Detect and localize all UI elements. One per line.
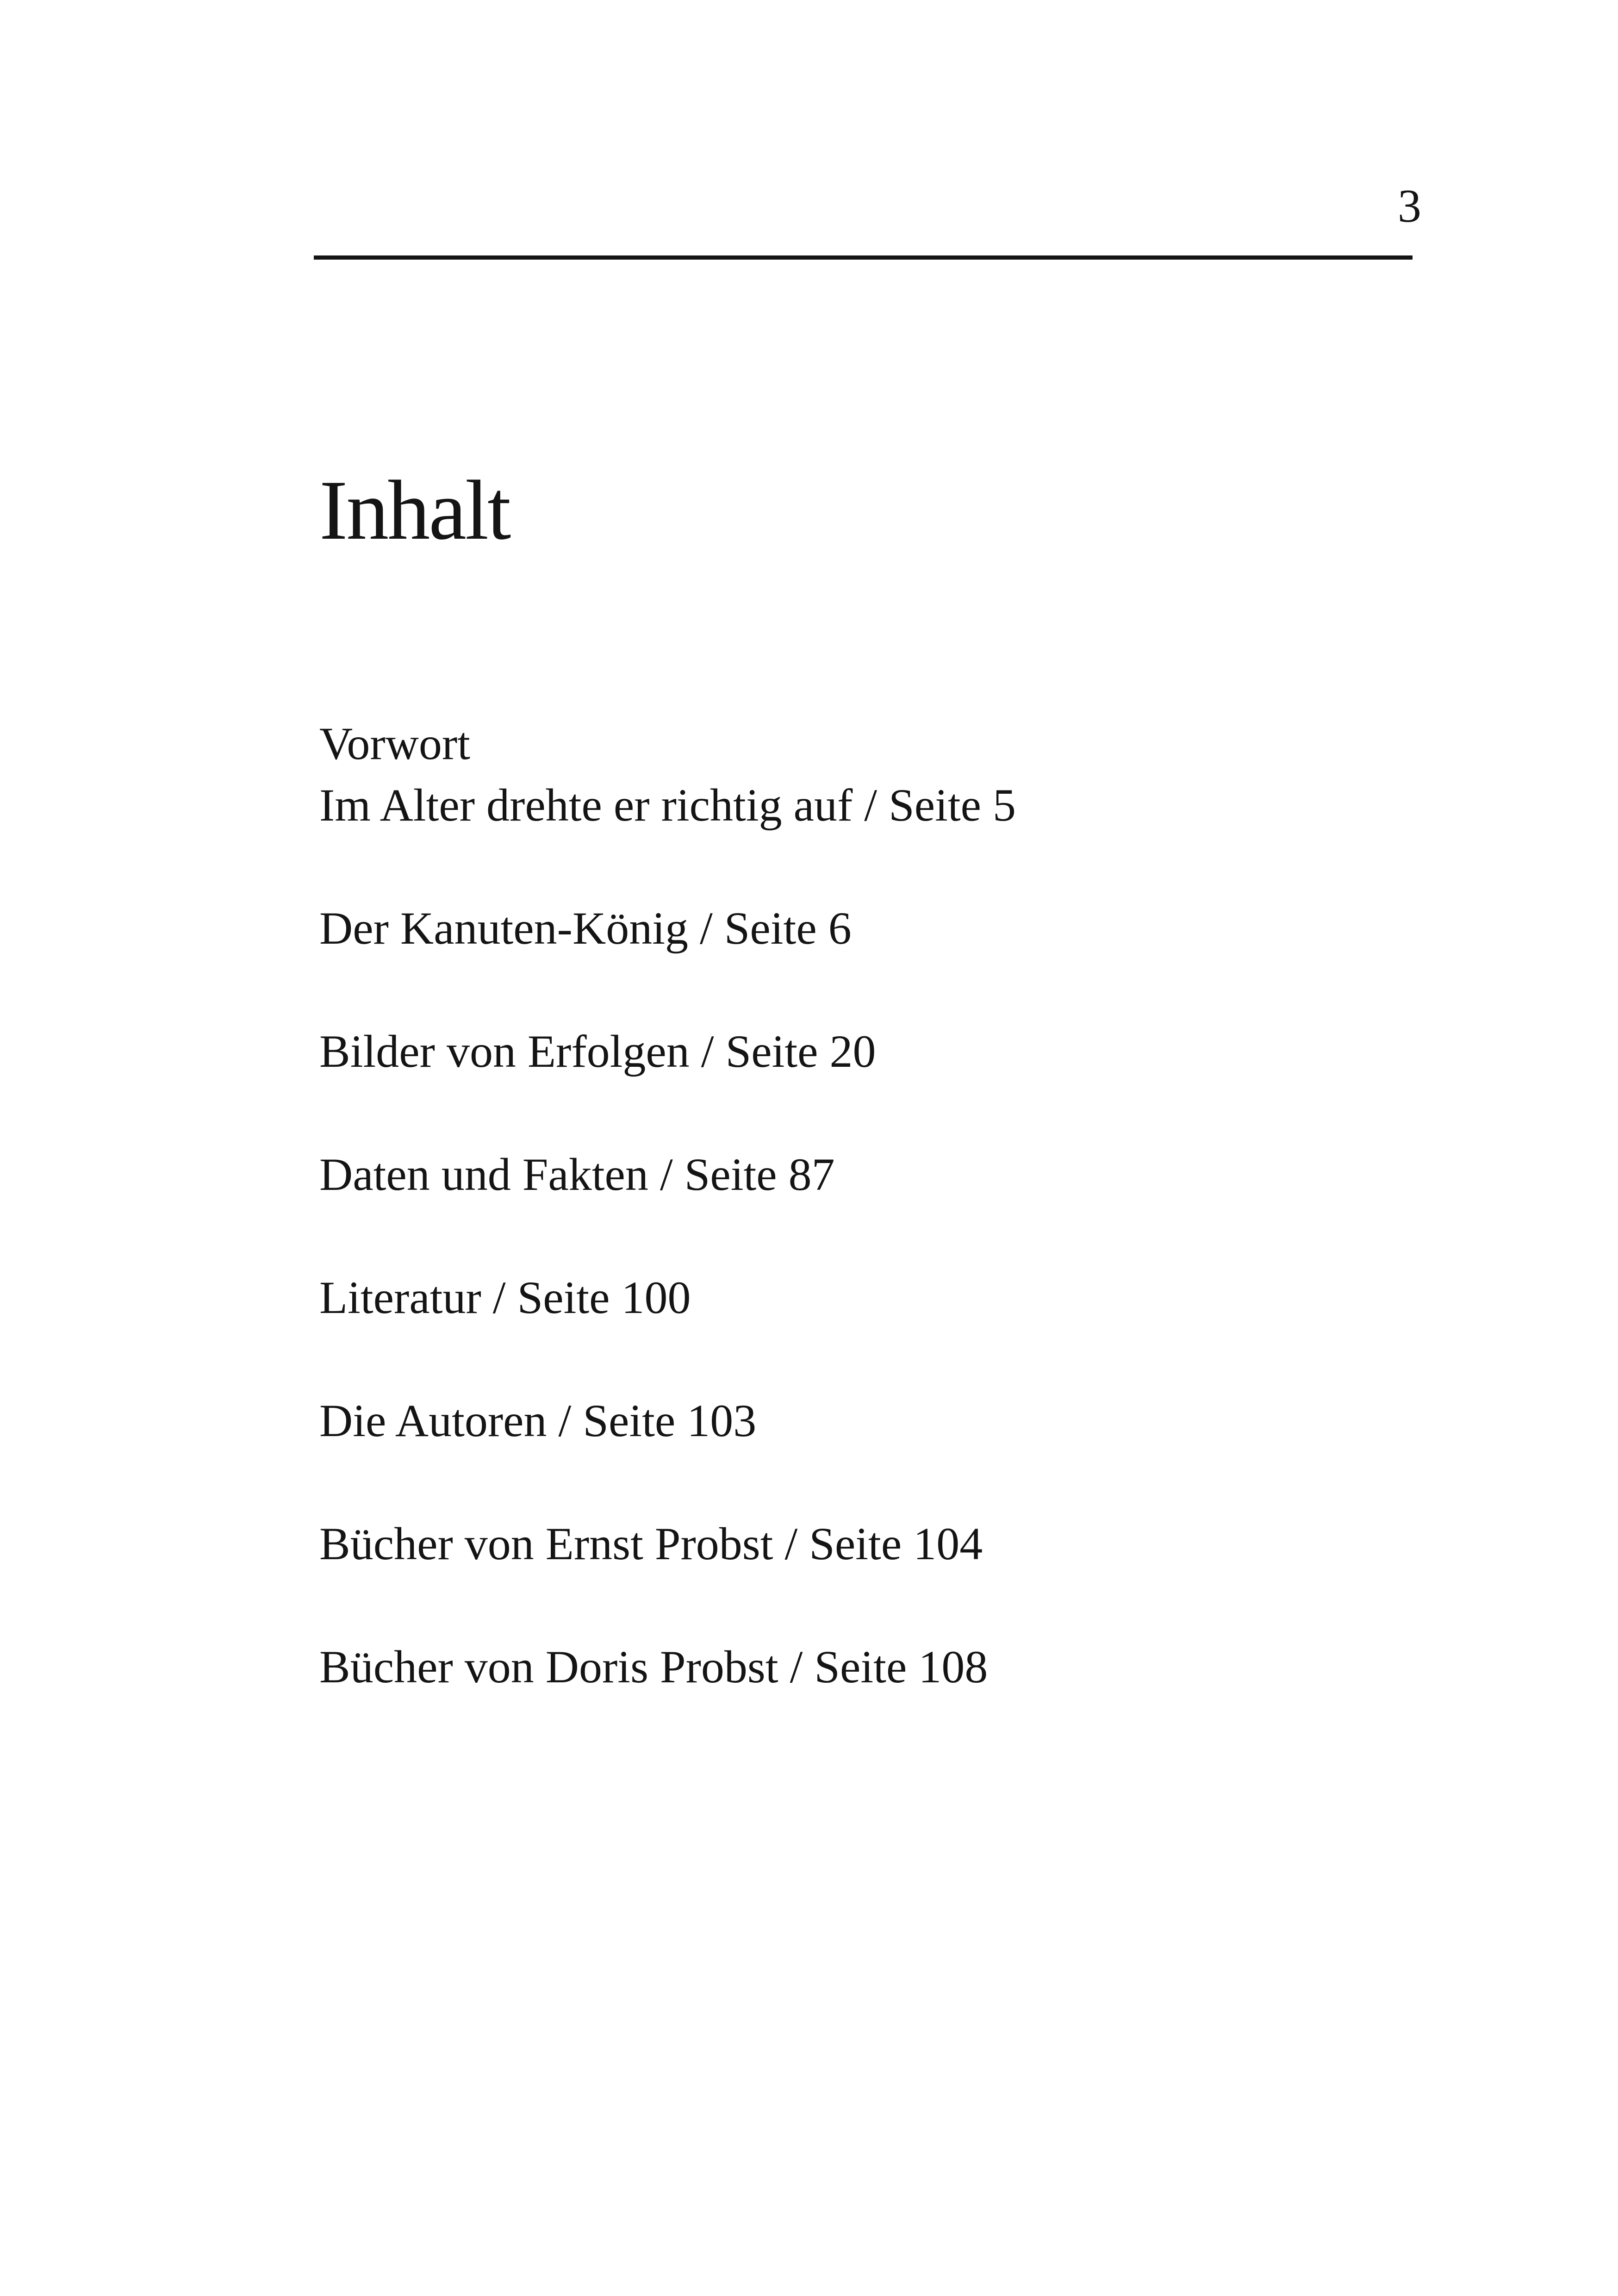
toc-entry-text: Bücher von Doris Probst / Seite 108 bbox=[319, 1641, 988, 1692]
toc-entry bbox=[319, 1390, 1384, 1451]
toc-entry bbox=[319, 1513, 1384, 1574]
toc-entry-text: Bilder von Erfolgen / Seite 20 bbox=[319, 1026, 876, 1077]
toc-entry bbox=[319, 1636, 1384, 1698]
toc-entry-text: Literatur / Seite 100 bbox=[319, 1272, 691, 1323]
table-of-contents bbox=[319, 713, 1384, 1759]
toc-entry-text: Daten und Fakten / Seite 87 bbox=[319, 1149, 835, 1200]
page-title: Inhalt bbox=[319, 463, 510, 557]
toc-entry bbox=[319, 897, 1384, 959]
toc-heading: Vorwort bbox=[319, 718, 470, 769]
header-rule bbox=[314, 255, 1413, 260]
toc-entry-text: Der Kanuten-König / Seite 6 bbox=[319, 902, 852, 954]
toc-entry-text: Bücher von Ernst Probst / Seite 104 bbox=[319, 1518, 983, 1569]
toc-entry-text: Die Autoren / Seite 103 bbox=[319, 1395, 757, 1446]
toc-entry-vorwort bbox=[319, 713, 1384, 836]
page-number: 3 bbox=[1398, 180, 1421, 232]
toc-entry bbox=[319, 1267, 1384, 1328]
toc-entry-text: Im Alter drehte er richtig auf / Seite 5 bbox=[319, 779, 1016, 831]
toc-entry bbox=[319, 1144, 1384, 1205]
toc-entry bbox=[319, 1020, 1384, 1082]
